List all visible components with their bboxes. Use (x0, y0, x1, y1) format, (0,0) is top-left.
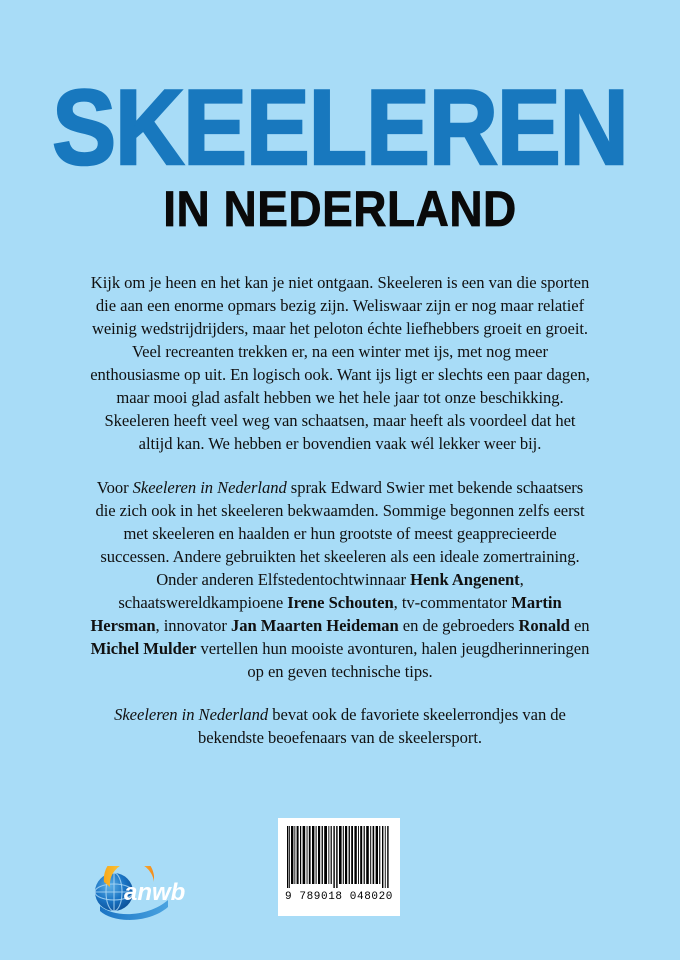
p2-lead-in: Voor (96, 477, 133, 497)
anwb-wordmark: anwb (124, 879, 186, 906)
anwb-logo-icon (88, 866, 188, 920)
title-block (0, 68, 680, 237)
page-title: SKEELEREN (52, 68, 628, 188)
contributor-name-jan-maarten-heideman: Jan Maarten Heideman (231, 615, 399, 635)
contributor-name-martin-hersman: Martin Hersman (90, 592, 562, 635)
p2-sep-5: en (569, 615, 590, 635)
page-subtitle: IN NEDERLAND (163, 180, 517, 237)
p3-tail: bevat ook de favoriete skeelerrondjes van de bekendste beoefenaars van de skeelersport. (197, 705, 566, 748)
contributor-name-michel-mulder: Michel Mulder (90, 638, 197, 658)
barcode-bars-icon (287, 826, 391, 888)
p2-body: sprak Edward Swier met bekende schaatsers die zich ook in het skeeleren bekwaamden. Sommige begonnen zelfs eerst met skeeleren en haalden er hun grootste of meest geapprecieerde successen. Andere gebruikten het skeeleren als een ideale zomertraining. Onder anderen Elfstedentochtwinnaar (95, 477, 585, 589)
book-title-mention-2: Skeeleren in Nederland (114, 705, 269, 725)
contributor-name-ronald-mulder: Ronald (518, 615, 570, 635)
p2-sep-4: en de gebroeders (398, 615, 519, 635)
barcode-number: 9 789018 048020 (284, 891, 394, 903)
barcode (278, 818, 400, 916)
contributor-name-henk-angenent: Henk Angenent (410, 569, 520, 589)
p2-sep-2: , tv-commentator (393, 592, 512, 612)
blurb-paragraph-1 (88, 272, 592, 456)
blurb-paragraph-3 (88, 704, 592, 750)
anwb-logo (88, 866, 188, 920)
contributor-name-irene-schouten: Irene Schouten (287, 592, 394, 612)
p2-tail: vertellen hun mooiste avonturen, halen jeugdherinneringen op en geven technische tips. (196, 638, 590, 681)
p2-sep-1: , schaatswereldkampioene (118, 569, 524, 612)
blurb-paragraph-1-text: Kijk om je heen en het kan je niet ontgaan. Skeeleren is een van die sporten die aan een enorme opmars bezig zijn. Weliswaar zijn er nog maar relatief weinig wedstrijdrijders, maar het peloton échte liefhebbers groeit en groeit. Veel recreanten trekken er, na een winter met ijs, met nog meer enthousiasme op uit. En logisch ook. Want ijs ligt er slechts een paar dagen, maar mooi glad asfalt hebben we het hele jaar tot onze beschikking. Skeeleren heeft veel weg van schaatsen, maar heeft als voordeel dat het altijd kan. We hebben er bovendien vaak wél lekker weer bij. (90, 273, 590, 453)
p2-sep-3: , innovator (155, 615, 231, 635)
blurb-text (88, 272, 592, 750)
book-title-mention-1: Skeeleren in Nederland (132, 477, 287, 497)
blurb-paragraph-2 (88, 477, 592, 684)
